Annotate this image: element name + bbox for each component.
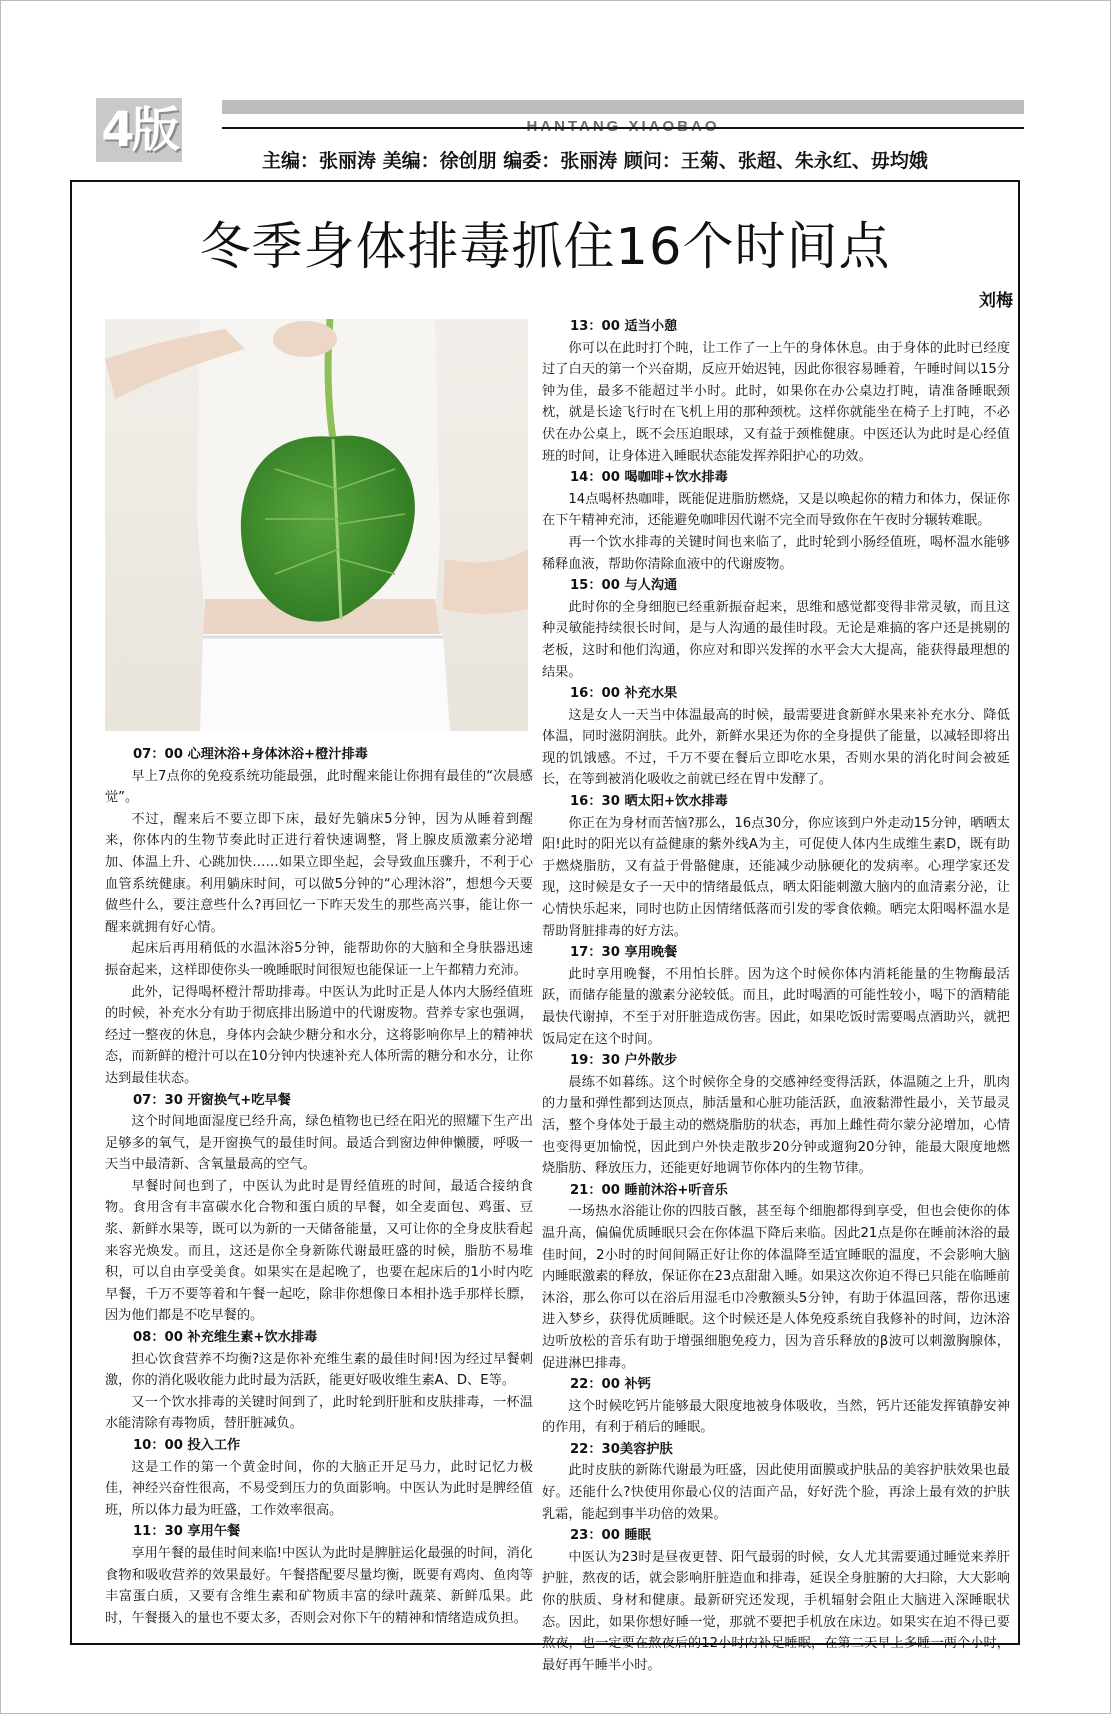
body-paragraph: 起床后再用稍低的水温沐浴5分钟，能帮助你的大脑和全身肤器迅速振奋起来，这样即使你头一晚睡眠时间很短也能保证一上午都精力充沛。	[105, 941, 533, 978]
body-paragraph: 一场热水浴能让你的四肢百骸，甚至每个细胞都得到享受，但也会使你的体温升高，偏偏优质睡眠只会在你体温下降后来临。因此21点是你在睡前沐浴的最佳时间，2小时的时间间隔正好让你的体温降至适宜睡眠的温度，不会影响大脑内睡眠激素的释放，保证你在23点甜甜入睡。如果这次你迫不得已只能在临睡前沐浴，那么你可以在浴后用湿毛巾冷敷额头5分钟，有助于体温回落，帮你迅速进入梦乡，获得优质睡眠。这个时候还是人体免疫系统自我修补的时间，边沐浴边听放松的音乐有助于增强细胞免疫力，因为音乐释放的β波可以刺激胸腺体，促进淋巴排毒。	[542, 1204, 1010, 1371]
section-heading: 19：30 户外散步	[570, 1053, 678, 1069]
section-heading: 22：00 补钙	[570, 1377, 651, 1393]
body-paragraph: 又一个饮水排毒的关键时间到了，此时轮到肝脏和皮肤排毒，一杯温水能清除有毒物质，替肝脏减负。	[105, 1394, 533, 1432]
body-paragraph: 此时皮肤的新陈代谢最为旺盛，因此使用面膜或护肤品的美容护肤效果也最好。还能什么?快使用你最心仪的洁面产品，好好洗个脸，再涂上最有效的护肤乳霜，能起到事半功倍的效果。	[542, 1463, 1010, 1522]
body-paragraph: 这是工作的第一个黄金时间，你的大脑正开足马力，此时记忆力极佳，神经兴奋性很高，不易受到压力的负面影响。中医认为此时是脾经值班，所以体力最为旺盛，工作效率很高。	[105, 1459, 533, 1518]
body-paragraph: 此时你的全身细胞已经重新振奋起来，思维和感觉都变得非常灵敏，而且这种灵敏能持续很长时间，是与人沟通的最佳时段。无论是难搞的客户还是挑剔的老板，这时和他们沟通，你应对和即兴发挥的水平会大大提高，能获得最理想的结果。	[542, 599, 1010, 680]
body-paragraph: 再一个饮水排毒的关键时间也来临了，此时轮到小肠经值班，喝杯温水能够稀释血液，帮助你清除血液中的代谢废物。	[542, 534, 1010, 572]
section-heading: 22：30美容护肤	[570, 1441, 673, 1457]
section-heading: 08：00 补充维生素+饮水排毒	[133, 1330, 318, 1346]
body-paragraph: 享用午餐的最佳时间来临!中医认为此时是脾脏运化最强的时间，消化食物和吸收营养的效果最好。午餐搭配要尽量均衡，既要有鸡肉、鱼肉等丰富蛋白质，又要有含维生素和矿物质丰富的绿叶蔬菜、新鲜瓜果。此时，午餐摄入的量也不要太多，否则会对你下午的精神和情绪造成负担。	[105, 1545, 533, 1626]
section-heading: 11：30 享用午餐	[133, 1524, 241, 1540]
masthead-bar	[222, 100, 1024, 114]
edition-badge: 4版	[96, 98, 182, 162]
body-paragraph: 中医认为23时是昼夜更替、阳气最弱的时候，女人尤其需要通过睡觉来养肝护脏，熬夜的话，就会影响肝脏造血和排毒，延误全身脏腑的大扫除，大大影响你的肤质、身材和健康。最新研究还发现，手机辐射会阻止大脑进入深睡眠状态。因此，如果你想好睡一觉，那就不要把手机放在床边。如果实在迫不得已要熬夜，也一定要在熬夜后的12小时内补足睡眠，在第二天早上多睡一两个小时，最好再午睡半小时。	[542, 1549, 1010, 1673]
body-paragraph: 你可以在此时打个盹，让工作了一上午的身体休息。由于身体的此时已经度过了白天的第一个兴奋期，反应开始迟钝，因此你很容易睡着，午睡时间以15分钟为佳，最多不能超过半小时。此时，如果你在办公桌边打盹，请准备睡眠颈枕，就是长途飞行时在飞机上用的那种颈枕。这样你就能坐在椅子上打盹，不必伏在办公桌上，既不会压迫眼球，又有益于颈椎健康。中医还认为此时是心经值班的时间，让身体进入睡眠状态能发挥养阳护心的功效。	[542, 340, 1010, 464]
left-column	[105, 744, 533, 1629]
editors-line: 主编：张丽涛 美编：徐创朋 编委：张丽涛 顾问：王菊、张超、朱永红、毋均娥	[262, 150, 928, 172]
body-paragraph: 担心饮食营养不均衡?这是你补充维生素的最佳时间!因为经过早餐刺激，你的消化吸收能力此时最为活跃，能更好吸收维生素A、D、E等。	[105, 1351, 533, 1389]
body-paragraph: 早上7点你的免疫系统功能最强，此时醒来能让你拥有最佳的“次晨感觉”。	[105, 768, 533, 806]
body-paragraph: 这是女人一天当中体温最高的时候，最需要进食新鲜水果来补充水分、降低体温，同时滋阴润肤。此外，新鲜水果还为你的全身提供了能量，以减轻即将出现的饥饿感。不过，千万不要在餐后立即吃水果，否则水果的消化时间会被延长，在等到被消化吸收之前就已经在胃中发酵了。	[542, 707, 1010, 788]
section-heading: 17：30 享用晚餐	[570, 945, 678, 961]
body-paragraph: 晨练不如暮练。这个时候你全身的交感神经变得活跃，体温随之上升，肌肉的力量和弹性都到达顶点，肺活量和心脏功能活跃，血液黏滞性最小，关节最灵活，整个身体处于最主动的燃烧脂肪的状态，再加上雌性荷尔蒙分泌增加，心情也变得更加愉悦，因此到户外快走散步20分钟或遛狗20分钟，能最大限度地燃烧脂肪、释放压力，还能更好地调节你体内的生物节律。	[542, 1074, 1010, 1177]
body-paragraph: 这个时候吃钙片能够最大限度地被身体吸收，当然，钙片还能发挥镇静安神的作用，有利于稍后的睡眠。	[542, 1398, 1010, 1436]
section-heading: 16：30 晒太阳+饮水排毒	[570, 794, 728, 810]
body-paragraph: 不过，醒来后不要立即下床，最好先躺床5分钟，因为从睡着到醒来，你体内的生物节奏此时正进行着快速调整，肾上腺皮质激素分泌增加、体温上升、心跳加快……如果立即坐起，会导致血压骤升，不利于心血管系统健康。利用躺床时间，可以做5分钟的“心理沐浴”，想想今天要做些什么，要注意些什么?再回忆一下昨天发生的那些高兴事，能让你一醒来就拥有好心情。	[105, 811, 533, 935]
body-paragraph: 早餐时间也到了，中医认为此时是胃经值班的时间，最适合接纳食物。食用含有丰富碳水化合物和蛋白质的早餐，如全麦面包、鸡蛋、豆浆、新鲜水果等，既可以为新的一天储备能量，又可让你的全身皮肤看起来容光焕发。而且，这还是你全身新陈代谢最旺盛的时候，脂肪不易堆积，可以自由享受美食。如果实在是起晚了，也要在起床后的1小时内吃早餐，千万不要等着和午餐一起吃，除非你想像日本相扑选手那样长膘，因为他们都是不吃早餐的。	[105, 1178, 533, 1324]
section-heading: 13：00 适当小憩	[570, 319, 678, 334]
body-paragraph: 这个时间地面湿度已经升高，绿色植物也已经在阳光的照耀下生产出足够多的氧气，是开窗换气的最佳时间。最适合到窗边伸伸懒腰，呼吸一天当中最清新、含氧量最高的空气。	[105, 1114, 533, 1173]
body-paragraph: 此时享用晚餐，不用怕长胖。因为这个时候你体内消耗能量的生物酶最活跃，而储存能量的激素分泌较低。而且，此时喝酒的可能性较小，喝下的酒精能最快代谢掉，不至于对肝脏造成伤害。因此，如果吃饭时需要喝点酒助兴，就把饭局定在这个时间。	[542, 966, 1010, 1047]
section-heading: 15：00 与人沟通	[570, 578, 678, 594]
article-author: 刘梅	[979, 291, 1013, 311]
section-heading: 16：00 补充水果	[570, 686, 678, 702]
right-column	[542, 316, 1010, 1676]
leaf-illustration	[105, 319, 528, 731]
section-heading: 23：00 睡眠	[570, 1528, 651, 1544]
section-heading: 07：30 开窗换气+吃早餐	[133, 1092, 291, 1108]
body-paragraph: 14点喝杯热咖啡，既能促进脂肪燃烧，又是以唤起你的精力和体力，保证你在下午精神充沛，还能避免咖啡因代谢不完全而导致你在午夜时分辗转难眠。	[542, 491, 1010, 529]
section-heading: 10：00 投入工作	[133, 1438, 241, 1453]
article-title: 冬季身体排毒抓住16个时间点	[199, 218, 891, 277]
section-heading: 21：00 睡前沐浴+听音乐	[570, 1182, 728, 1198]
body-paragraph: 你正在为身材而苦恼?那么，16点30分，你应该到户外走动15分钟，晒晒太阳!此时的阳光以有益健康的紫外线A为主，可促使人体内生成维生素D，既有助于燃烧脂肪，又有益于骨骼健康，还能减少动脉硬化的发病率。心理学家还发现，这时候是女子一天中的情绪最低点，晒太阳能刺激大脑内的血清素分泌，让心情快乐起来，同时也防止因情绪低落而引发的零食依赖。晒完太阳喝杯温水是帮助肾脏排毒的好方法。	[542, 815, 1010, 939]
section-heading: 14：00 喝咖啡+饮水排毒	[570, 470, 728, 486]
leaf-photo	[105, 319, 528, 731]
masthead-rule	[222, 127, 1024, 129]
section-heading: 07：00 心理沐浴+身体沐浴+橙汁排毒	[133, 747, 368, 762]
body-paragraph: 此外，记得喝杯橙汁帮助排毒。中医认为此时正是人体内大肠经值班的时候，补充水分有助于彻底排出肠道中的代谢废物。营养专家也强调，经过一整夜的休息，身体内会缺少糖分和水分，这将影响你早上的精神状态，而新鲜的橙汁可以在10分钟内快速补充人体所需的糖分和水分，让你达到最佳状态。	[105, 984, 533, 1086]
